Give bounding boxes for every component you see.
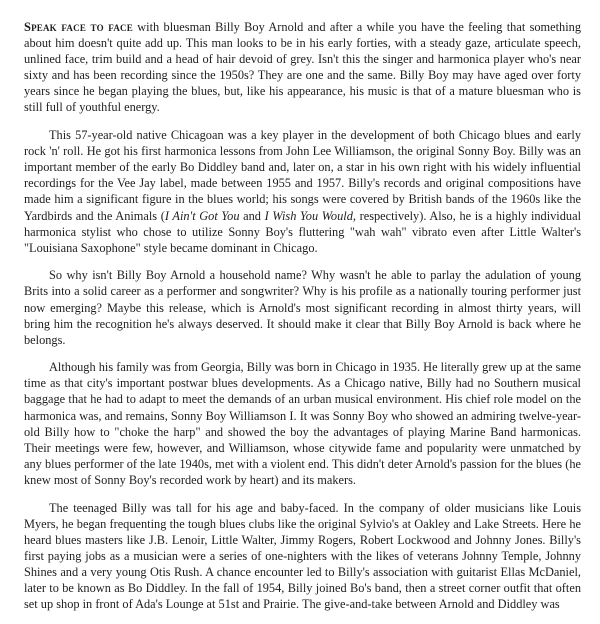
lead-in-small-caps: Speak face to face [24,20,133,34]
paragraph-2-text-b: and [239,208,265,223]
paragraph-2-text-c: respectively). Also, he is a highly individual harmonica stylist who chose to utilize Sonny Boy's fluttering "wah wah" vibrato even after Little Walter's "Louisiana Saxophone" style became dominant in Chicago. [24,208,581,255]
paragraph-1-text: with bluesman Billy Boy Arnold and after a while you have the feeling that something about him doesn't quite add up. This man looks to be in his early forties, with a steady gaze, articulate speech, unlined face, trim build and a head of hair devoid of grey. Isn't this the singer and harmonica player who's near sixty and has been recording since the 1950s? They are one and the same. Billy Boy may have aged over forty years since he began playing the blues, but, like his appearance, his music is that of a mature bluesman who is still full of youthful energy. [24,20,581,115]
paragraph-5: The teenaged Billy was tall for his age and baby-faced. In the company of older musicians like Louis Myers, he began frequenting the tough blues clubs like the original Sylvio's at Oakley and Lake Streets. Here he heard blues masters like J.B. Lenoir, Little Walter, Jimmy Rogers, Robert Lockwood and Johnny Jones. Billy's first paying jobs as a musician were a series of one-nighters with the likes of veterans Johnny Temple, Johnny Shines and a very young Otis Rush. A chance encounter led to Billy's association with guitarist Ellas McDaniel, later to be known as Bo Diddley. In the fall of 1954, Billy joined Bo's band, then a street corner outfit that often set up shop in front of Ada's Lounge at 51st and Prairie. The give-and-take between Arnold and Diddley was [24,500,581,612]
paragraph-4: Although his family was from Georgia, Billy was born in Chicago in 1935. He literally grew up at the same time as that city's important postwar blues developments. As a Chicago native, Billy had no Southern musical baggage that he had to adapt to meet the demands of an urban musical environment. His chief role model on the harmonica was, and remains, Sonny Boy Williamson I. It was Sonny Boy who showed an admiring twelve-year-old Billy how to "choke the harp" and showed the boy the advantages of playing Marine Band harmonicas. Their meetings were few, however, and Williamson, whose citywide fame and popularity were unmatched by any blues performer of the late 1940s, met with a violent end. This didn't deter Arnold's passion for the blues (he knew most of Sonny Boy's recorded work by heart) and its makers. [24,360,581,487]
paragraph-2-text-a: This 57-year-old native Chicagoan was a key player in the development of both Chicago blues and early rock 'n' roll. He got his first harmonica lessons from John Lee Williamson, the original Sonny Boy. Billy was an important member of the early Bo Diddley band and, later on, a star in his own right with his widely influential recordings for the Vee Jay label, made between 1955 and 1957. Billy's records and original compositions have made him a significant figure in the blues world; his songs were covered by British bands of the 1960s like the Yardbirds and the Animals ( [24,128,581,223]
liner-notes-page [24,19,581,624]
paragraph-2 [24,127,581,256]
paragraph-3: So why isn't Billy Boy Arnold a household name? Why wasn't he able to parlay the adulation of young Brits into a solid career as a performer and songwriter? Why is his profile as a nationally touring performer just now emerging? Maybe this release, which is Arnold's most significant recording in almost thirty years, will bring him the recognition he's always deserved. It should make it clear that Billy Boy Arnold is back where he belongs. [24,268,581,347]
song-title-2: I Wish You Would, [264,208,356,223]
paragraph-1 [24,19,581,116]
song-title-1: I Ain't Got You [164,208,240,223]
